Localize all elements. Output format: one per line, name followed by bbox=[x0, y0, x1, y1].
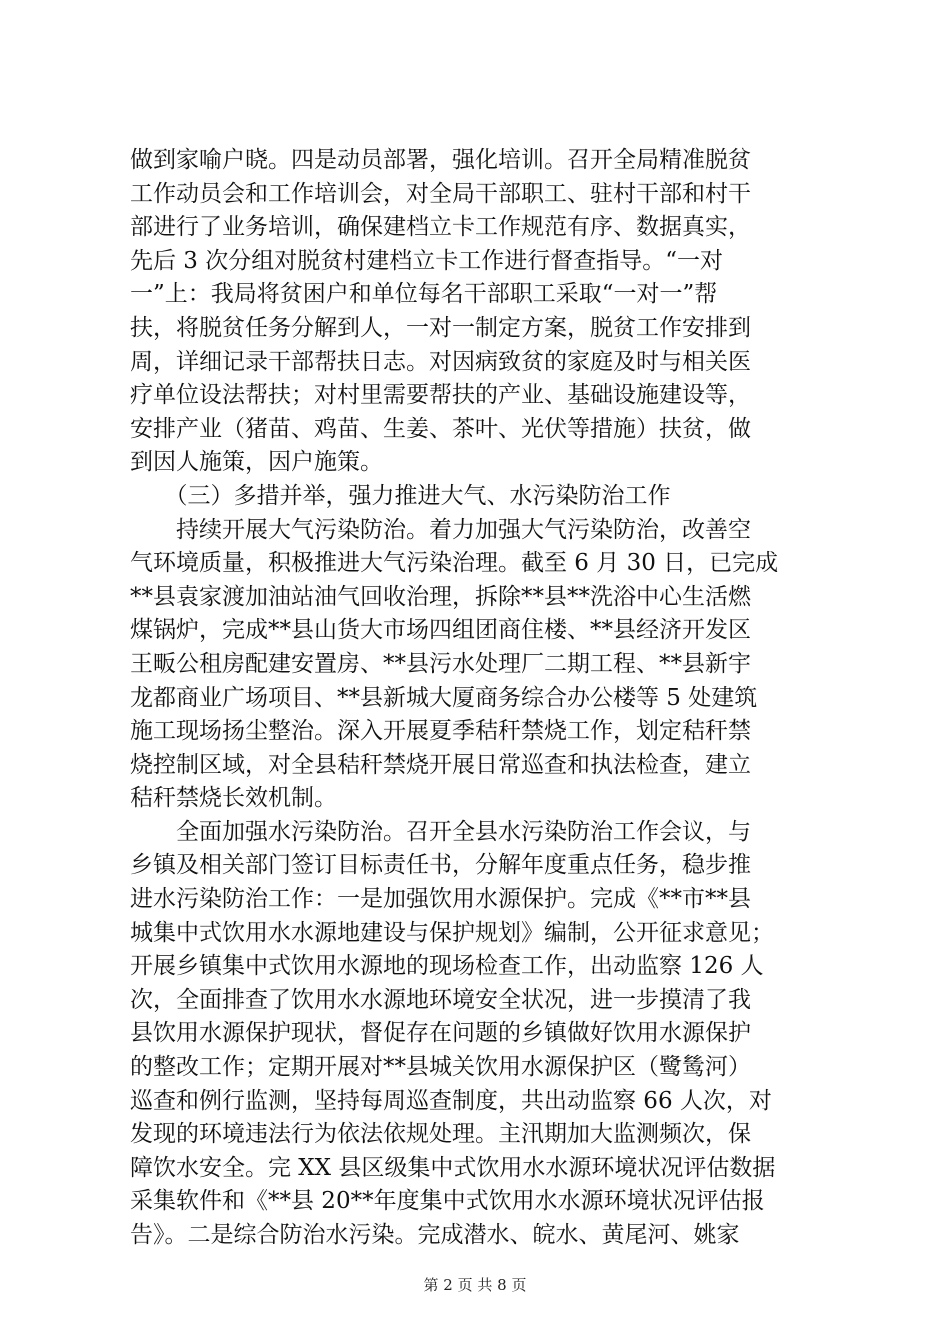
text-line: 的整改工作；定期开展对**县城关饮用水源保护区（鹭鸶河） bbox=[130, 1054, 751, 1081]
text-line: 秸秆禁烧长效机制。 bbox=[130, 785, 337, 812]
text-line: **县袁家渡加油站油气回收治理，拆除**县**洗浴中心生活燃 bbox=[130, 583, 751, 610]
text-line: 全面加强水污染防治。召开全县水污染防治工作会议，与 bbox=[130, 818, 751, 845]
text-line: 持续开展大气污染防治。着力加强大气污染防治，改善空 bbox=[130, 516, 751, 543]
text-line: 城集中式饮用水水源地建设与保护规划》编制，公开征求意见； bbox=[130, 919, 774, 946]
text-line: 疗单位设法帮扶；对村里需要帮扶的产业、基础设施建设等， bbox=[130, 382, 751, 409]
text-line: 采集软件和《**县 20**年度集中式饮用水水源环境状况评估报 bbox=[130, 1188, 765, 1215]
text-line: 到因人施策，因户施策。 bbox=[130, 449, 383, 476]
text-line: 次，全面排查了饮用水水源地环境安全状况，进一步摸清了我 bbox=[130, 986, 751, 1013]
text-line: 周，详细记录干部帮扶日志。对因病致贫的家庭及时与相关医 bbox=[130, 348, 751, 375]
text-line: 巡查和例行监测，坚持每周巡查制度，共出动监察 66 人次，对 bbox=[130, 1087, 772, 1114]
text-line: 烧控制区域，对全县秸秆禁烧开展日常巡查和执法检查，建立 bbox=[130, 751, 751, 778]
text-line: 气环境质量，积极推进大气污染治理。截至 6 月 30 日，已完成 bbox=[130, 550, 779, 577]
text-line: 施工现场扬尘整治。深入开展夏季秸秆禁烧工作，划定秸秆禁 bbox=[130, 718, 751, 745]
text-line: 开展乡镇集中式饮用水源地的现场检查工作，出动监察 126 人 bbox=[130, 953, 764, 980]
text-line: 告》。二是综合防治水污染。完成潜水、皖水、黄尾河、姚家 bbox=[130, 1222, 740, 1248]
text-line: 障饮水安全。完 XX 县区级集中式饮用水水源环境状况评估数据 bbox=[130, 1154, 776, 1181]
text-line: 安排产业（猪苗、鸡苗、生姜、茶叶、光伏等措施）扶贫，做 bbox=[130, 415, 751, 442]
text-line: 扶，将脱贫任务分解到人，一对一制定方案，脱贫工作安排到 bbox=[130, 314, 751, 341]
text-line: 做到家喻户晓。四是动员部署，强化培训。召开全局精准脱贫 bbox=[130, 147, 751, 173]
text-line: 发现的环境违法行为依法依规处理。主汛期加大监测频次，保 bbox=[130, 1121, 751, 1148]
text-line: 部进行了业务培训，确保建档立卡工作规范有序、数据真实， bbox=[130, 214, 751, 241]
text-line: 工作动员会和工作培训会，对全局干部职工、驻村干部和村干 bbox=[130, 180, 751, 207]
text-line: 煤锅炉，完成**县山货大市场四组团商住楼、**县经济开发区 bbox=[130, 617, 751, 644]
text-line: 进水污染防治工作：一是加强饮用水源保护。完成《**市**县 bbox=[130, 886, 751, 913]
body-text bbox=[130, 144, 830, 1253]
text-line: （三）多措并举，强力推进大气、水污染防治工作 bbox=[130, 482, 671, 509]
text-line: 王畈公租房配建安置房、**县污水处理厂二期工程、**县新宇 bbox=[130, 650, 751, 677]
text-line: 一”上：我局将贫困户和单位每名干部职工采取“一对一”帮 bbox=[130, 281, 718, 308]
page-footer: 第 2 页 共 8 页 bbox=[423, 1276, 527, 1294]
text-line: 先后 3 次分组对脱贫村建档立卡工作进行督查指导。“一对 bbox=[130, 247, 724, 274]
text-line: 龙都商业广场项目、**县新城大厦商务综合办公楼等 5 处建筑 bbox=[130, 684, 758, 711]
text-line: 县饮用水源保护现状，督促存在问题的乡镇做好饮用水源保护 bbox=[130, 1020, 751, 1047]
text-line: 乡镇及相关部门签订目标责任书，分解年度重点任务，稳步推 bbox=[130, 852, 751, 879]
